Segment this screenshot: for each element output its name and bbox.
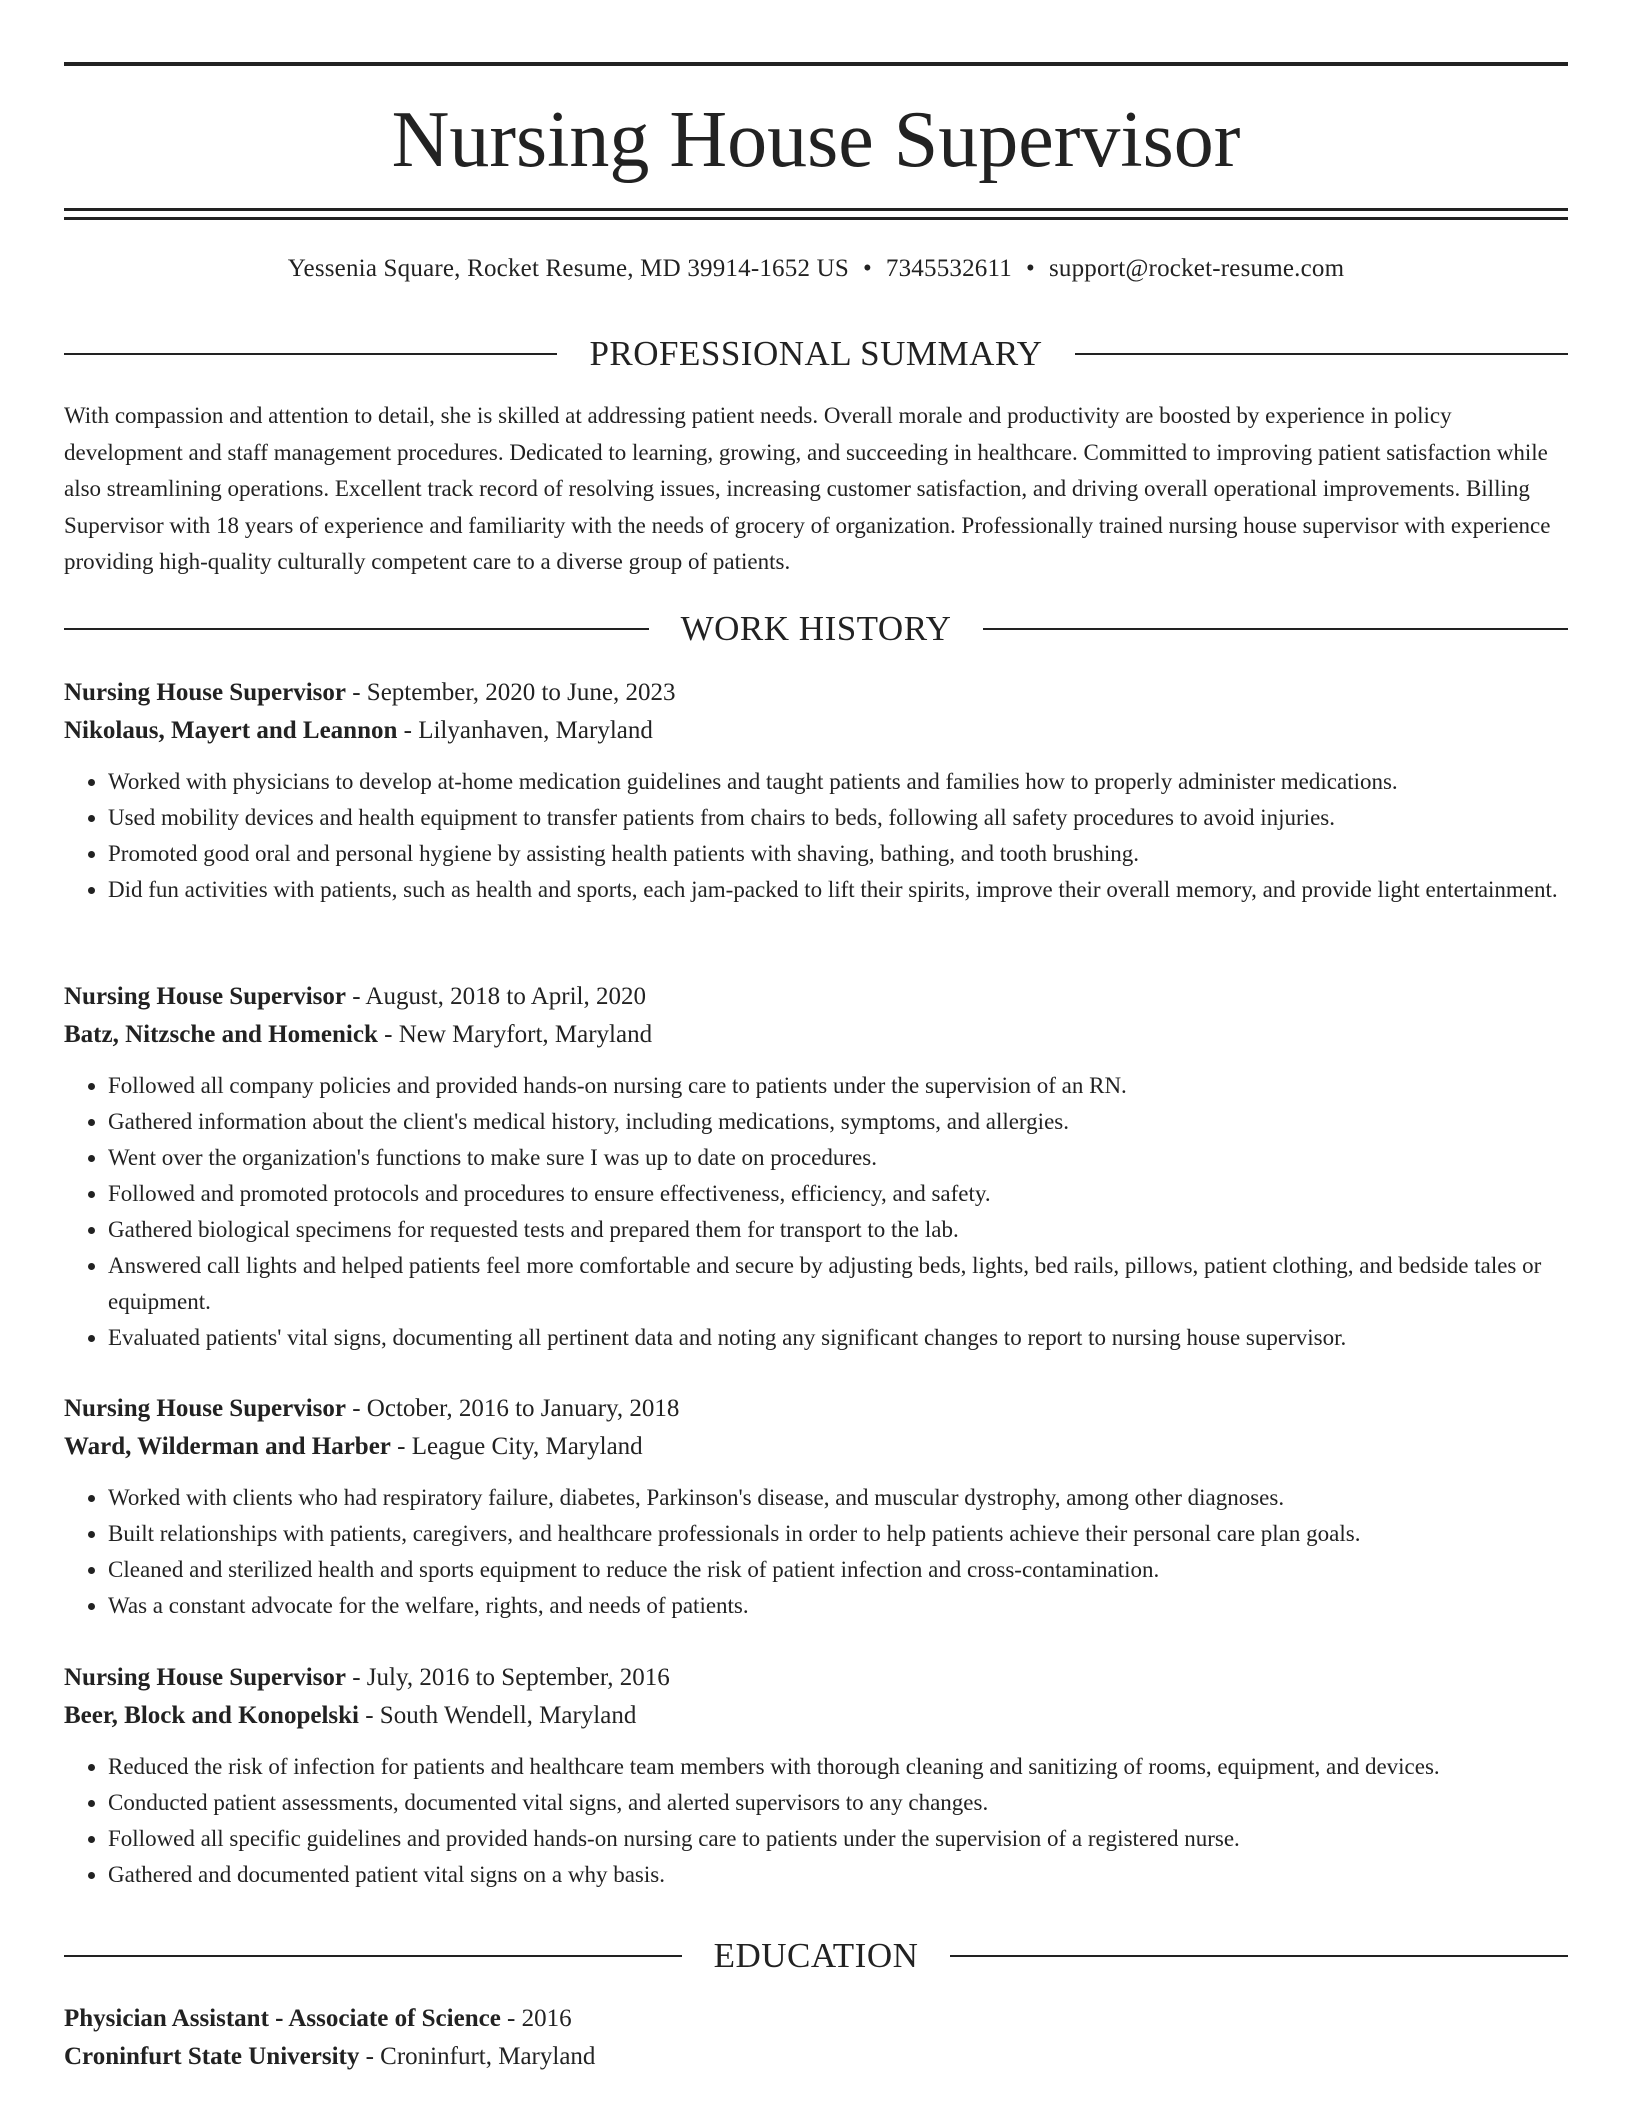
job-dates: - August, 2018 to April, 2020: [345, 983, 646, 1010]
education-degree-line: [64, 2000, 1568, 2038]
heading-rule-right: [983, 628, 1568, 630]
title-double-rule: [64, 208, 1568, 220]
contact-line: [64, 252, 1568, 286]
job-entry: [64, 1390, 1568, 1624]
job-bullet: • Evaluated patients' vital signs, documenting all pertinent data and noting any significant changes to report to nursing house supervisor.: [108, 1320, 1568, 1356]
job-bullets: [64, 1480, 1568, 1624]
job-location: - Lilyanhaven, Maryland: [397, 717, 653, 744]
job-bullet: • Followed all specific guidelines and provided hands-on nursing care to patients under the supervision of a registered nurse.: [108, 1821, 1568, 1857]
heading-rule-left: [64, 1955, 682, 1957]
work-history-heading-label: WORK HISTORY: [680, 609, 952, 648]
education-school: Croninfurt State University: [64, 2043, 360, 2070]
job-title: Nursing House Supervisor: [64, 1395, 346, 1422]
job-bullet: • Worked with physicians to develop at-home medication guidelines and taught patients and families how to properly administer medications.: [108, 764, 1568, 800]
job-bullets: [64, 1749, 1568, 1893]
job-title: Nursing House Supervisor: [64, 679, 346, 706]
job-company-line: [64, 1697, 1568, 1735]
job-bullet: • Cleaned and sterilized health and sports equipment to reduce the risk of patient infection and cross-contamination.: [108, 1552, 1568, 1588]
contact-address: Yessenia Square, Rocket Resume, MD 39914-1652 US: [287, 255, 849, 282]
job-bullet: • Promoted good oral and personal hygiene by assisting health patients with shaving, bathing, and tooth brushing.: [108, 836, 1568, 872]
job-company-line: [64, 1428, 1568, 1466]
contact-email[interactable]: support@rocket-resume.com: [1048, 255, 1345, 282]
education-degree: Physician Assistant - Associate of Science: [64, 2005, 501, 2032]
heading-rule-left: [64, 628, 649, 630]
job-location: - South Wendell, Maryland: [358, 1702, 637, 1729]
education-heading-label: EDUCATION: [713, 1936, 919, 1975]
job-company-line: [64, 1016, 1568, 1054]
top-rule: [64, 62, 1568, 66]
contact-phone[interactable]: 7345532611: [885, 255, 1012, 282]
job-bullet: • Was a constant advocate for the welfare, rights, and needs of patients.: [108, 1588, 1568, 1624]
job-bullet: • Gathered biological specimens for requested tests and prepared them for transport to the lab.: [108, 1212, 1568, 1248]
job-bullet: • Answered call lights and helped patients feel more comfortable and secure by adjusting beds, lights, bed rails, pillows, patient clothing, and bedside tales or equipment.: [108, 1248, 1568, 1320]
education-entry: [64, 2000, 1568, 2076]
heading-rule-right: [1075, 353, 1568, 355]
job-company: Ward, Wilderman and Harber: [64, 1433, 391, 1460]
contact-separator: •: [1025, 255, 1035, 282]
job-company-line: [64, 712, 1568, 750]
summary-heading-label: PROFESSIONAL SUMMARY: [589, 334, 1043, 373]
summary-section-heading: [64, 332, 1568, 376]
job-bullet: • Followed and promoted protocols and procedures to ensure effectiveness, efficiency, and safety.: [108, 1176, 1568, 1212]
education-location: - Croninfurt, Maryland: [359, 2043, 596, 2070]
job-dates: - July, 2016 to September, 2016: [345, 1664, 670, 1691]
job-company: Batz, Nitzsche and Homenick: [64, 1021, 378, 1048]
job-entry: [64, 1659, 1568, 1893]
job-bullet: • Did fun activities with patients, such as health and sports, each jam-packed to lift their spirits, improve their overall memory, and provide light entertainment.: [108, 872, 1568, 908]
job-entry: [64, 674, 1568, 908]
job-location: - New Maryfort, Maryland: [377, 1021, 653, 1048]
job-bullet: • Followed all company policies and provided hands-on nursing care to patients under the supervision of an RN.: [108, 1068, 1568, 1104]
education-section-heading: [64, 1934, 1568, 1978]
job-bullet: • Reduced the risk of infection for patients and healthcare team members with thorough cleaning and sanitizing of rooms, equipment, and devices.: [108, 1749, 1568, 1785]
job-title-line: [64, 978, 1568, 1016]
job-title-line: [64, 1659, 1568, 1697]
job-bullet: • Used mobility devices and health equipment to transfer patients from chairs to beds, following all safety procedures to avoid injuries.: [108, 800, 1568, 836]
work-history-section-heading: [64, 607, 1568, 651]
resume-title: Nursing House Supervisor: [391, 96, 1241, 184]
job-bullets: [64, 1068, 1568, 1356]
job-dates: - September, 2020 to June, 2023: [345, 679, 676, 706]
job-entry: [64, 978, 1568, 1356]
job-bullet: • Gathered and documented patient vital signs on a why basis.: [108, 1857, 1568, 1893]
job-bullets: [64, 764, 1568, 908]
job-bullet: • Conducted patient assessments, documented vital signs, and alerted supervisors to any changes.: [108, 1785, 1568, 1821]
job-bullet: • Built relationships with patients, caregivers, and healthcare professionals in order to help patients achieve their personal care plan goals.: [108, 1516, 1568, 1552]
job-bullet: • Went over the organization's functions to make sure I was up to date on procedures.: [108, 1140, 1568, 1176]
job-title-line: [64, 674, 1568, 712]
job-title-line: [64, 1390, 1568, 1428]
contact-separator: •: [862, 255, 872, 282]
job-company: Beer, Block and Konopelski: [64, 1702, 359, 1729]
job-bullet: • Worked with clients who had respiratory failure, diabetes, Parkinson's disease, and muscular dystrophy, among other diagnoses.: [108, 1480, 1568, 1516]
job-dates: - October, 2016 to January, 2018: [345, 1395, 680, 1422]
job-title: Nursing House Supervisor: [64, 1664, 346, 1691]
summary-text: With compassion and attention to detail, she is skilled at addressing patient needs. Overall morale and productivity are boosted by experience in policy development and staff management procedures. Dedicated to learning, growing, and succeeding in healthcare. Committed to improving patient satisfaction while also streamlining operations. Excellent track record of resolving issues, increasing customer satisfaction, and driving overall operational improvements. Billing Supervisor with 18 years of experience and familiarity with the needs of grocery of organization. Professionally trained nursing house supervisor with experience providing high-quality culturally competent care to a diverse group of patients.: [64, 403, 1551, 574]
heading-rule-right: [950, 1955, 1568, 1957]
job-company: Nikolaus, Mayert and Leannon: [64, 717, 398, 744]
job-bullet: • Gathered information about the client's medical history, including medications, symptoms, and allergies.: [108, 1104, 1568, 1140]
education-school-line: [64, 2038, 1568, 2076]
job-title: Nursing House Supervisor: [64, 983, 346, 1010]
education-year: - 2016: [500, 2005, 572, 2032]
job-location: - League City, Maryland: [390, 1433, 643, 1460]
heading-rule-left: [64, 353, 557, 355]
